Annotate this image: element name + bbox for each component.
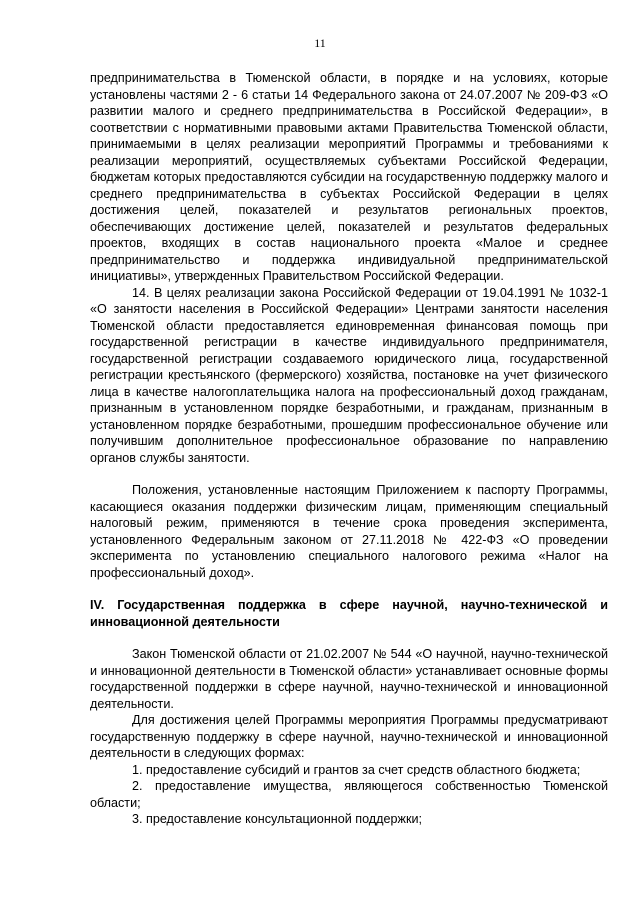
list-item-1: 1. предоставление субсидий и грантов за счет средств областного бюджета;: [132, 762, 581, 777]
page-content: [90, 70, 608, 828]
paragraph-provisions: Положения, установленные настоящим Приложением к паспорту Программы, касающиеся оказания поддержки физическим лицам, применяющим специальный налоговый режим, применяются в течение срока проведения эксперимента, установленного Федеральным законом от 27.11.2018 № 422-ФЗ «О проведении эксперимента по установлению специального налогового режима «Налог на профессиональный доход».: [90, 483, 608, 580]
spacer: [90, 466, 608, 482]
list-item-3: 3. предоставление консультационной поддержки;: [132, 812, 422, 826]
paragraph-item-14: 14. В целях реализации закона Российской Федерации от 19.04.1991 № 1032-1 «О занятости населения в Российской Федерации» Центрами занятости населения Тюменской области предоставляется единовременная финансовая помощь при государственной регистрации в качестве индивидуального предпринимателя, государственной регистрации создаваемого юридического лица, государственной регистрации крестьянского (фермерского) хозяйства, постановке на учет физического лица в качестве налогоплательщика налога на профессиональный доход гражданам, признанным в установленном порядке безработными, и гражданам, признанным в установленном порядке безработными, прошедшим профессиональное обучение или получившим дополнительное профессиональное образование по направлению органов службы занятости.: [90, 285, 608, 465]
list-item-2: 2. предоставление имущества, являющегося собственностью Тюменской области;: [90, 779, 608, 810]
page-number: 11: [314, 36, 326, 50]
spacer: [90, 630, 608, 646]
paragraph-continuation: предпринимательства в Тюменской области, в порядке и на условиях, которые установлены частями 2 - 6 статьи 14 Федерального закона от 24.07.2007 № 209-ФЗ «О развитии малого и среднего предпринимательства в Российской Федерации», в соответствии с нормативными правовыми актами Правительства Тюменской области, принимаемыми в целях реализации мероприятий Программы и требованиями к реализации мероприятий, осуществляемых субъектами Российской Федерации, бюджетам которых предоставляются субсидии на государственную поддержку малого и среднего предпринимательства в субъектах Российской Федерации в целях достижения целей, показателей и результатов региональных проектов, обеспечивающих достижение целей, показателей и результатов федеральных проектов, входящих в состав национального проекта «Малое и среднее предпринимательство и поддержка индивидуальной предпринимательской инициативы», утвержденных Правительством Российской Федерации.: [90, 71, 608, 283]
paragraph-forms-intro: Для достижения целей Программы мероприятия Программы предусматривают государственную поддержку в сфере научной, научно-технической и инновационной деятельности в следующих формах:: [90, 713, 608, 760]
section-heading: IV. Государственная поддержка в сфере научной, научно-технической и инновационной деятельности: [90, 598, 608, 629]
spacer: [90, 581, 608, 597]
paragraph-law-544: Закон Тюменской области от 21.02.2007 № 544 «О научной, научно-технической и инновационной деятельности в Тюменской области» устанавливает основные формы государственной поддержки в сфере научной, научно-технической и инновационной деятельности.: [90, 647, 608, 711]
